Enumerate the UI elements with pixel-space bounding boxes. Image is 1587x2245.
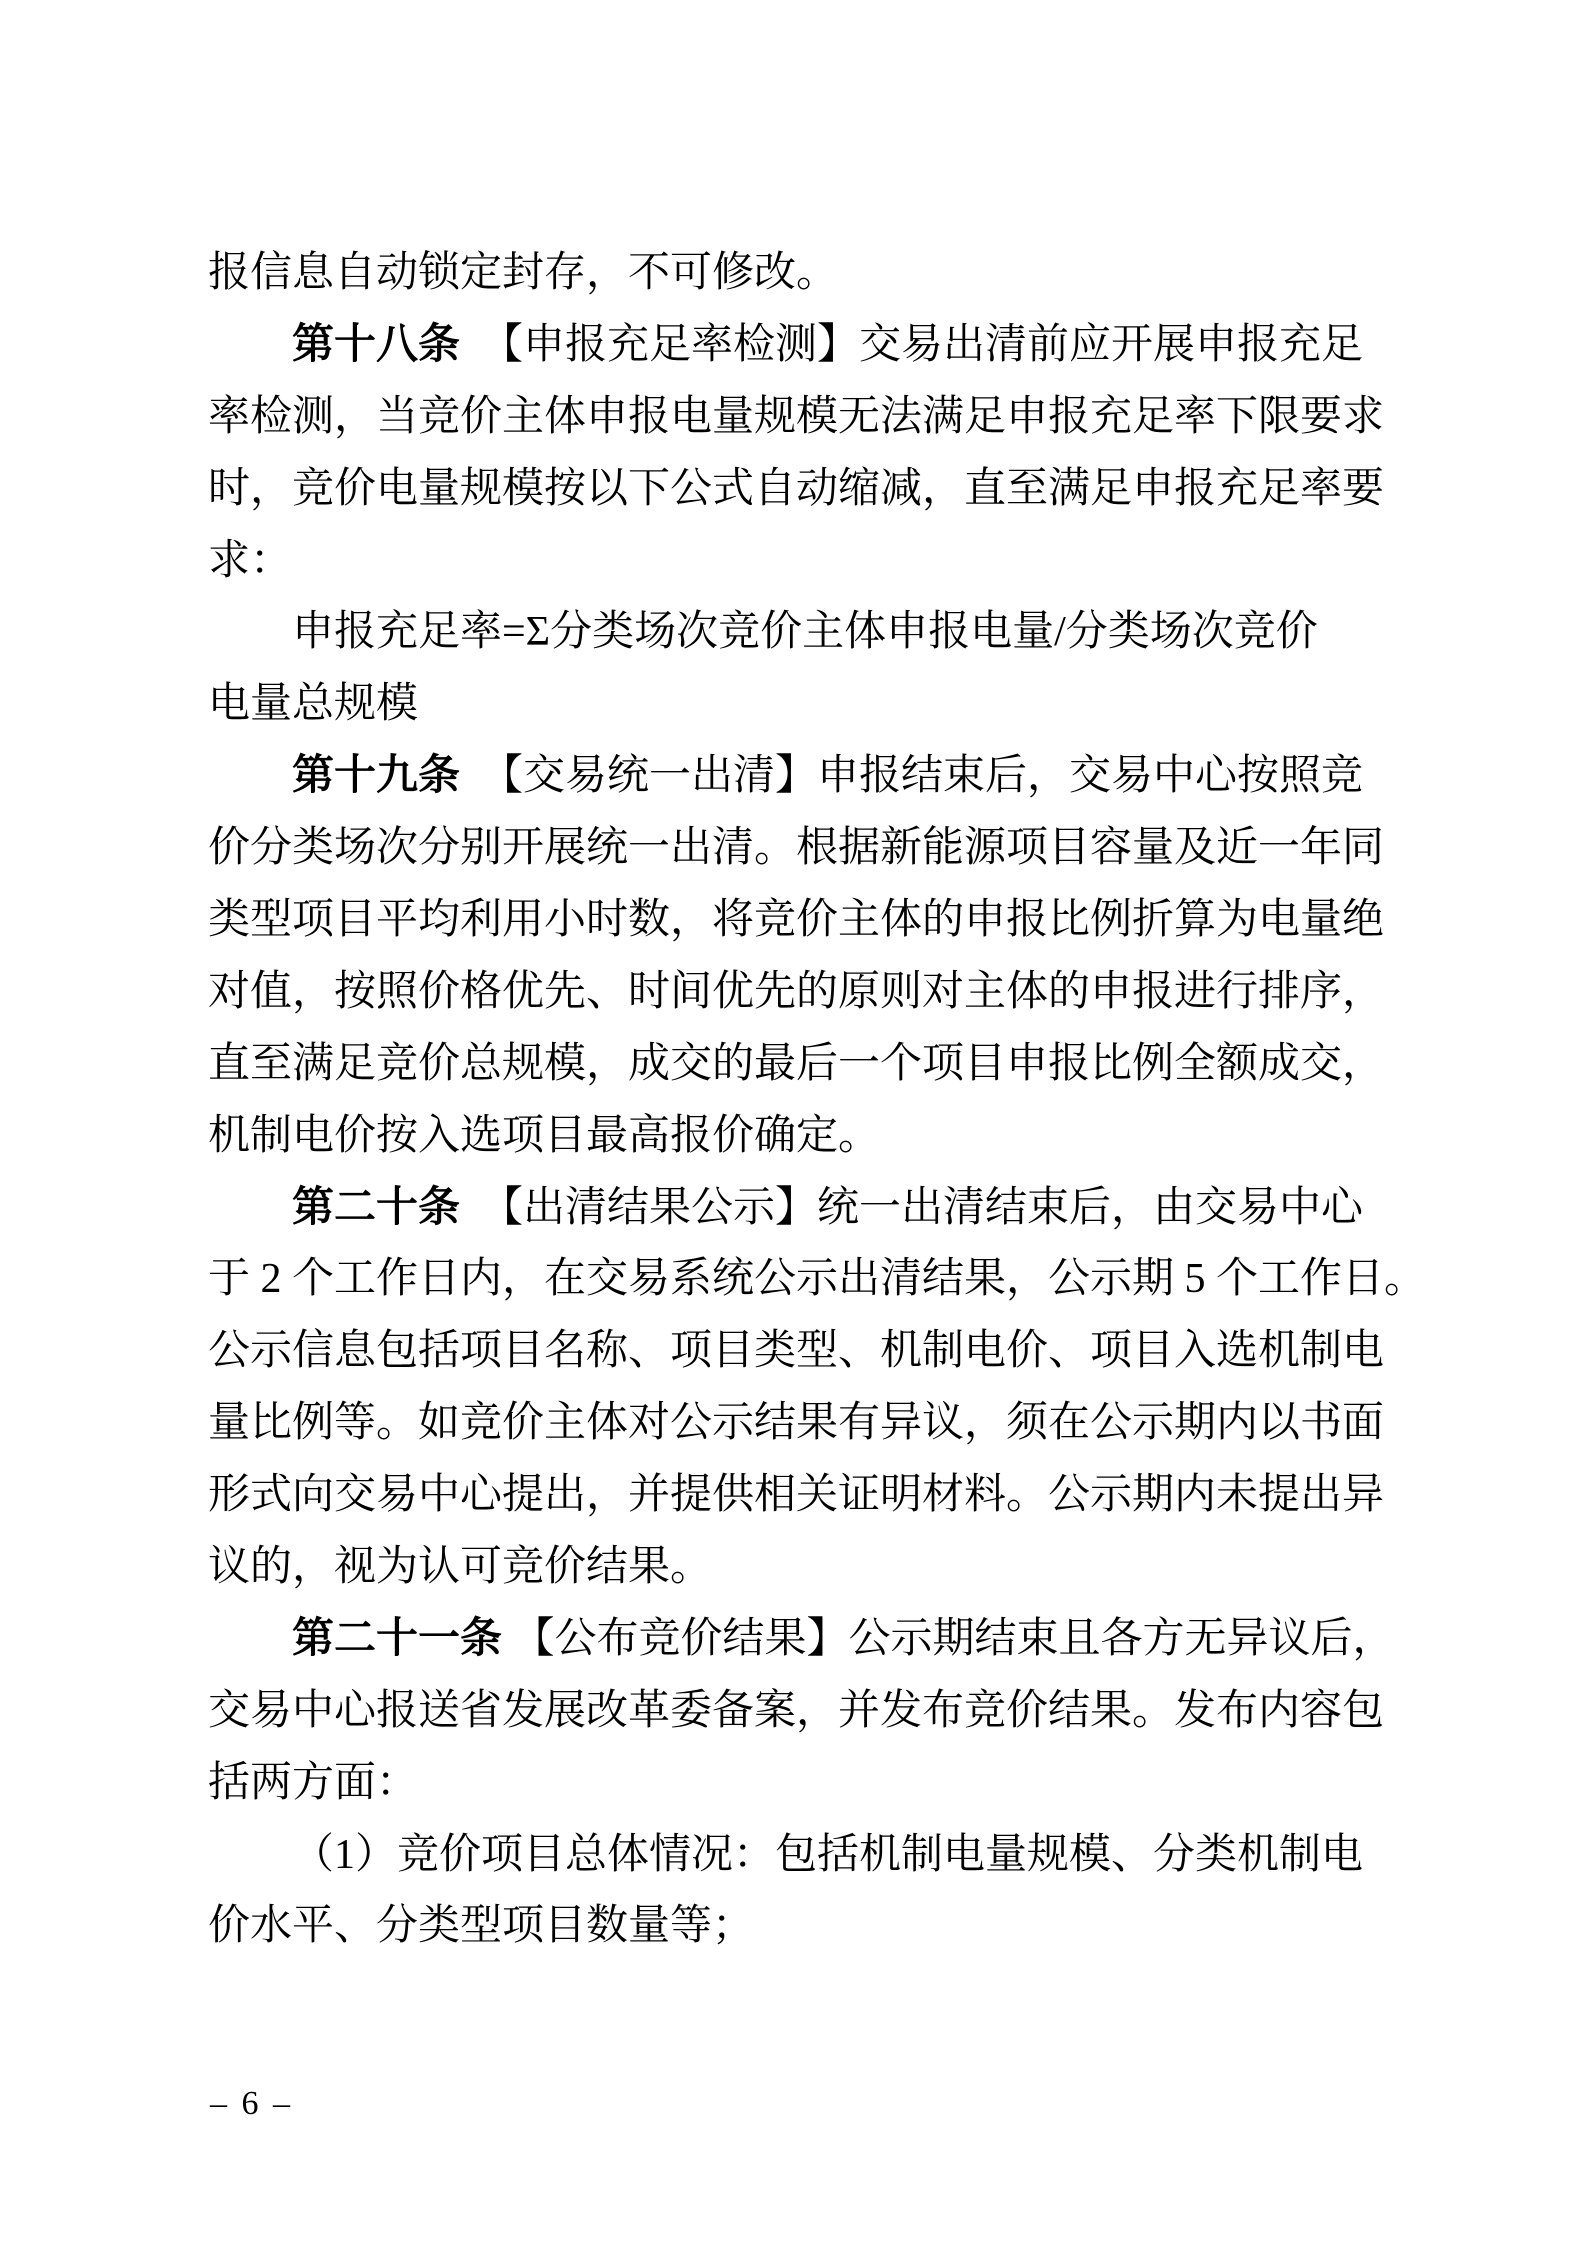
text-line: 率检测，当竞价主体申报电量规模无法满足申报充足率下限要求 (208, 393, 1385, 440)
text-line: 括两方面： (208, 1759, 419, 1806)
text-line: 公示信息包括项目名称、项目类型、机制电价、项目入选机制电 (208, 1328, 1385, 1375)
article-21-text: 【公布竞价结果】公示期结束且各方无异议后， (502, 1615, 1395, 1662)
text-line: 形式向交易中心提出，并提供相关证明材料。公示期内未提出异 (208, 1472, 1385, 1519)
article-18-text: 【申报充足率检测】交易出清前应开展申报充足 (460, 321, 1364, 368)
article-19-text: 【交易统一出清】申报结束后，交易中心按照竞 (460, 753, 1364, 800)
formula-line: 申报充足率=Σ分类场次竞价主体申报电量/分类场次竞价 (292, 609, 1318, 656)
text-line: 时，竞价电量规模按以下公式自动缩减，直至满足申报充足率要 (208, 465, 1385, 512)
page-number: – 6 – (210, 2085, 290, 2122)
text-line: 类型项目平均利用小时数，将竞价主体的申报比例折算为电量绝 (208, 897, 1385, 944)
text-line: 议的，视为认可竞价结果。 (208, 1544, 713, 1591)
article-20-number: 第二十条 (292, 1184, 461, 1231)
article-19-line (208, 741, 1393, 813)
text-line: 求： (208, 537, 293, 584)
text-line: 直至满足竞价总规模，成交的最后一个项目申报比例全额成交， (208, 1040, 1385, 1087)
text-line: 于 2 个工作日内，在交易系统公示出清结果，公示期 5 个工作日。 (208, 1256, 1427, 1303)
article-18-number: 第十八条 (292, 321, 461, 368)
article-21-line (208, 1604, 1393, 1676)
article-20-line (208, 1173, 1393, 1245)
article-20-text: 【出清结果公示】统一出清结束后，由交易中心 (460, 1184, 1364, 1231)
text-line: 对值，按照价格优先、时间优先的原则对主体的申报进行排序， (208, 968, 1385, 1015)
formula-line-continued: 电量总规模 (208, 681, 419, 728)
list-item-1-line: （1）竞价项目总体情况：包括机制电量规模、分类机制电 (292, 1831, 1364, 1878)
article-21-number: 第二十一条 (292, 1615, 503, 1662)
list-item-1-continued: 价水平、分类型项目数量等； (208, 1903, 755, 1950)
text-line: 交易中心报送省发展改革委备案，并发布竞价结果。发布内容包 (208, 1687, 1385, 1734)
text-line: 报信息自动锁定封存，不可修改。 (208, 250, 839, 296)
body-text (208, 238, 1427, 1963)
article-19-number: 第十九条 (292, 753, 461, 800)
text-line: 价分类场次分别开展统一出清。根据新能源项目容量及近一年同 (208, 825, 1385, 872)
article-18-line (208, 310, 1393, 382)
text-line: 量比例等。如竞价主体对公示结果有异议，须在公示期内以书面 (208, 1400, 1385, 1447)
text-line: 机制电价按入选项目最高报价确定。 (208, 1112, 881, 1159)
